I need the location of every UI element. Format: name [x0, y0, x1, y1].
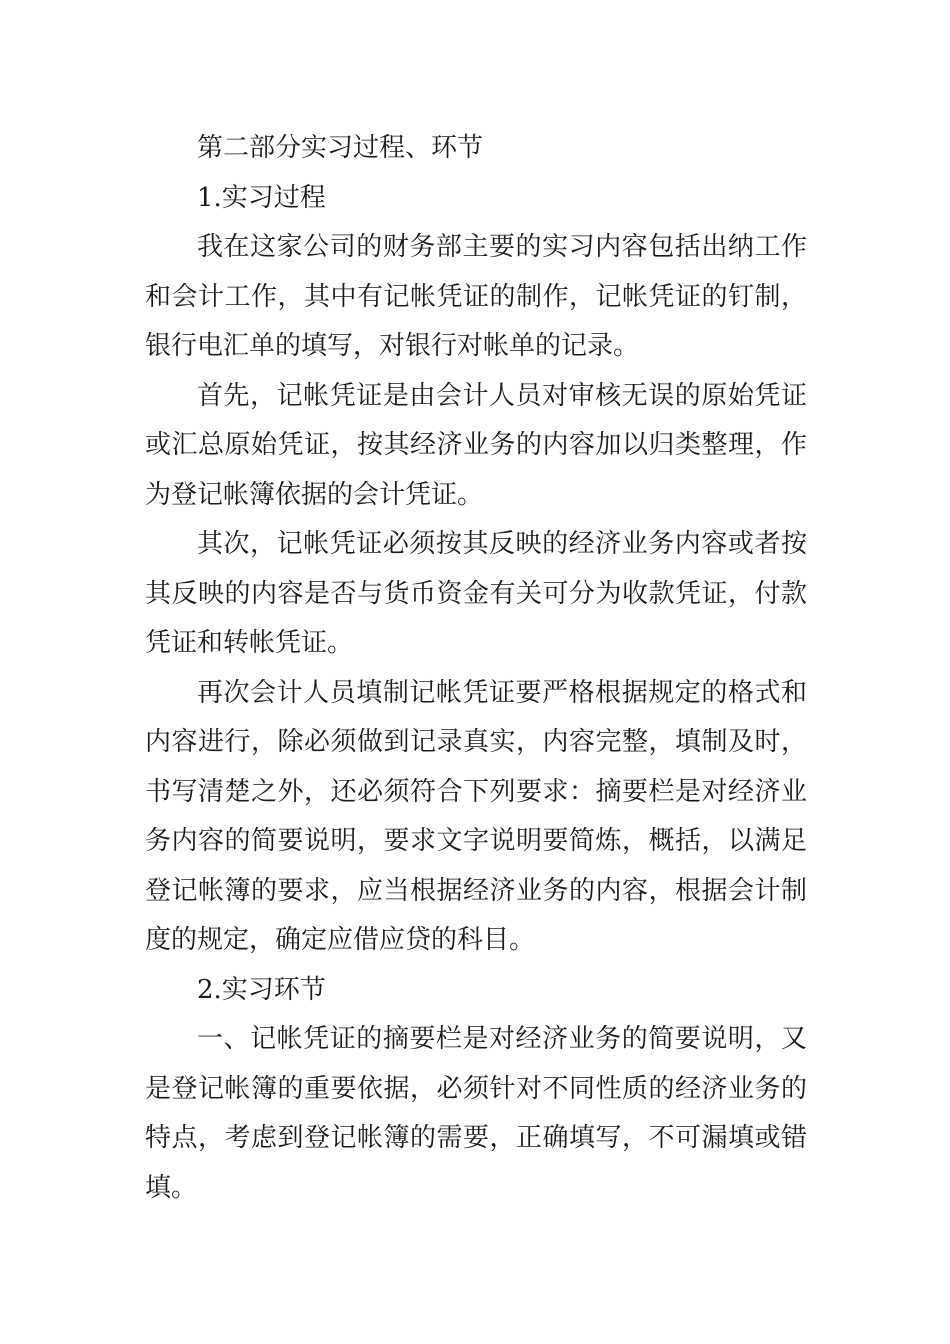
part-title: 第二部分实习过程、环节: [197, 133, 484, 163]
paragraph-second: 其次，记帐凭证必须按其反映的经济业务内容或者按其反映的内容是否与货币资金有关可分为收款凭证，付款凭证和转帐凭证。: [145, 529, 807, 658]
paragraph-summary-column: 一、记帐凭证的摘要栏是对经济业务的简要说明，又是登记帐簿的重要依据，必须针对不同性质的经济业务的特点，考虑到登记帐簿的需要，正确填写，不可漏填或错填。: [145, 1024, 807, 1203]
paragraph-third: 再次会计人员填制记帐凭证要严格根据规定的格式和内容进行，除必须做到记录真实，内容完整，填制及时，书写清楚之外，还必须符合下列要求：摘要栏是对经济业务内容的简要说明，要求文字说明要简炼，概括，以满足登记帐簿的要求，应当根据经济业务的内容，根据会计制度的规定，确定应借应贷的科目。: [145, 677, 807, 955]
section-2-title: 2.实习环节: [197, 974, 326, 1005]
section-1-title: 1.实习过程: [197, 182, 326, 213]
document-body: [145, 124, 807, 1213]
paragraph-internship-content: 我在这家公司的财务部主要的实习内容包括出纳工作和会计工作，其中有记帐凭证的制作，记帐凭证的钉制，银行电汇单的填写，对银行对帐单的记录。: [145, 232, 807, 361]
paragraph-first: 首先，记帐凭证是由会计人员对审核无误的原始凭证或汇总原始凭证，按其经济业务的内容加以归类整理，作为登记帐簿依据的会计凭证。: [145, 380, 807, 510]
